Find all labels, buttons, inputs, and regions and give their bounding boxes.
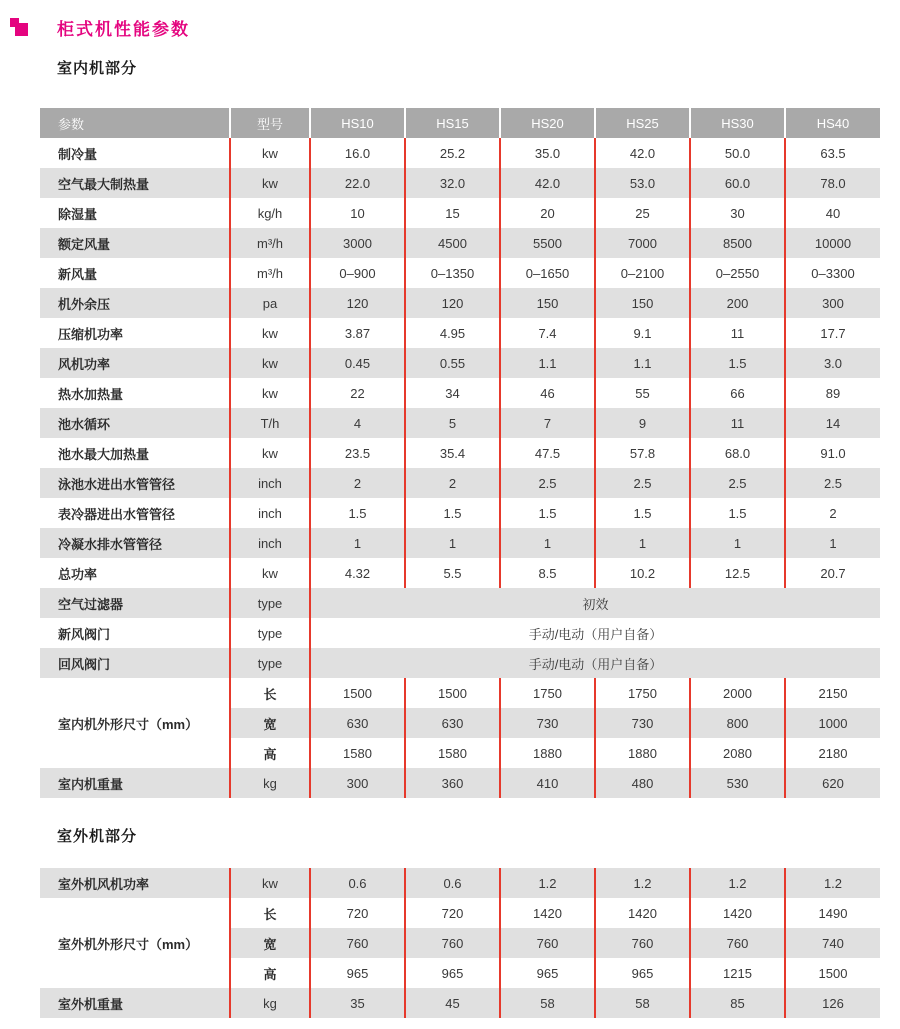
row-label: 风机功率 (40, 348, 230, 378)
value-cell: 1500 (785, 958, 880, 988)
column-header: HS40 (785, 108, 880, 138)
value-cell: 35.4 (405, 438, 500, 468)
table-row (40, 138, 880, 168)
value-cell: 7 (500, 408, 595, 438)
value-cell: 630 (310, 708, 405, 738)
unit-cell: 长 (230, 898, 310, 928)
value-cell: 40 (785, 198, 880, 228)
value-cell: 78.0 (785, 168, 880, 198)
row-label: 室外机外形尺寸（mm） (40, 898, 230, 988)
value-cell: 8.5 (500, 558, 595, 588)
row-label: 额定风量 (40, 228, 230, 258)
value-cell: 42.0 (595, 138, 690, 168)
value-cell: 34 (405, 378, 500, 408)
value-cell: 5500 (500, 228, 595, 258)
row-label: 回风阀门 (40, 648, 230, 678)
table-row (40, 348, 880, 378)
table-row (40, 438, 880, 468)
value-cell: 45 (405, 988, 500, 1018)
unit-cell: kw (230, 378, 310, 408)
value-cell: 23.5 (310, 438, 405, 468)
value-cell: 1880 (595, 738, 690, 768)
value-cell: 1 (690, 528, 785, 558)
value-cell: 2.5 (595, 468, 690, 498)
value-cell: 730 (500, 708, 595, 738)
table-row (40, 558, 880, 588)
value-cell: 760 (595, 928, 690, 958)
value-cell: 2000 (690, 678, 785, 708)
unit-cell: kw (230, 868, 310, 898)
value-cell: 0–2550 (690, 258, 785, 288)
value-cell: 30 (690, 198, 785, 228)
value-cell: 1500 (310, 678, 405, 708)
table-row (40, 498, 880, 528)
table-row (40, 678, 880, 708)
value-cell: 530 (690, 768, 785, 798)
value-cell: 35 (310, 988, 405, 1018)
value-cell: 760 (690, 928, 785, 958)
indoor-spec-table (40, 108, 880, 798)
value-cell: 1880 (500, 738, 595, 768)
outdoor-spec-table (40, 868, 880, 1018)
column-header: 参数 (40, 108, 230, 138)
marker-square-large (15, 23, 28, 36)
value-cell: 300 (785, 288, 880, 318)
value-cell: 1.2 (690, 868, 785, 898)
value-cell: 35.0 (500, 138, 595, 168)
value-cell: 0–1650 (500, 258, 595, 288)
value-cell: 3.0 (785, 348, 880, 378)
value-cell: 1420 (595, 898, 690, 928)
row-label: 室外机风机功率 (40, 868, 230, 898)
row-label: 池水循环 (40, 408, 230, 438)
row-label: 室外机重量 (40, 988, 230, 1018)
unit-cell: type (230, 648, 310, 678)
value-cell: 630 (405, 708, 500, 738)
value-cell: 2 (405, 468, 500, 498)
value-cell: 2150 (785, 678, 880, 708)
value-cell: 1 (500, 528, 595, 558)
value-cell: 2080 (690, 738, 785, 768)
value-cell: 14 (785, 408, 880, 438)
value-cell: 965 (405, 958, 500, 988)
row-label: 新风阀门 (40, 618, 230, 648)
table-row (40, 988, 880, 1018)
row-label: 总功率 (40, 558, 230, 588)
row-label: 压缩机功率 (40, 318, 230, 348)
value-cell: 1.5 (405, 498, 500, 528)
table-row (40, 898, 880, 928)
value-cell: 1000 (785, 708, 880, 738)
value-cell: 10.2 (595, 558, 690, 588)
unit-cell: kg/h (230, 198, 310, 228)
section-marker-icon (10, 18, 30, 38)
unit-cell: inch (230, 468, 310, 498)
unit-cell: m³/h (230, 228, 310, 258)
value-cell: 1 (405, 528, 500, 558)
value-cell: 9 (595, 408, 690, 438)
unit-cell: pa (230, 288, 310, 318)
value-cell: 0.55 (405, 348, 500, 378)
value-cell: 2 (785, 498, 880, 528)
value-cell: 20 (500, 198, 595, 228)
unit-cell: kw (230, 348, 310, 378)
value-cell: 1750 (500, 678, 595, 708)
value-cell: 50.0 (690, 138, 785, 168)
value-cell: 60.0 (690, 168, 785, 198)
merged-value-cell: 手动/电动（用户自备） (310, 648, 880, 678)
column-header: HS20 (500, 108, 595, 138)
value-cell: 1750 (595, 678, 690, 708)
merged-value-cell: 初效 (310, 588, 880, 618)
value-cell: 53.0 (595, 168, 690, 198)
value-cell: 91.0 (785, 438, 880, 468)
value-cell: 1.1 (595, 348, 690, 378)
unit-cell: 高 (230, 738, 310, 768)
row-label: 泳池水进出水管管径 (40, 468, 230, 498)
unit-cell: 宽 (230, 928, 310, 958)
value-cell: 20.7 (785, 558, 880, 588)
value-cell: 1490 (785, 898, 880, 928)
row-label: 表冷器进出水管管径 (40, 498, 230, 528)
row-label: 空气最大制热量 (40, 168, 230, 198)
value-cell: 150 (500, 288, 595, 318)
value-cell: 0–1350 (405, 258, 500, 288)
value-cell: 1.2 (595, 868, 690, 898)
value-cell: 47.5 (500, 438, 595, 468)
value-cell: 120 (310, 288, 405, 318)
value-cell: 0.6 (405, 868, 500, 898)
unit-cell: 高 (230, 958, 310, 988)
table-row (40, 618, 880, 648)
merged-value-cell: 手动/电动（用户自备） (310, 618, 880, 648)
row-label: 池水最大加热量 (40, 438, 230, 468)
value-cell: 800 (690, 708, 785, 738)
row-label: 冷凝水排水管管径 (40, 528, 230, 558)
value-cell: 25 (595, 198, 690, 228)
table-row (40, 468, 880, 498)
value-cell: 5.5 (405, 558, 500, 588)
value-cell: 1500 (405, 678, 500, 708)
unit-cell: kw (230, 168, 310, 198)
table-row (40, 378, 880, 408)
value-cell: 0–2100 (595, 258, 690, 288)
value-cell: 1.1 (500, 348, 595, 378)
value-cell: 1 (595, 528, 690, 558)
table-row (40, 768, 880, 798)
value-cell: 1 (310, 528, 405, 558)
column-header: HS15 (405, 108, 500, 138)
value-cell: 11 (690, 318, 785, 348)
value-cell: 22 (310, 378, 405, 408)
table-row (40, 408, 880, 438)
value-cell: 1.5 (595, 498, 690, 528)
value-cell: 85 (690, 988, 785, 1018)
value-cell: 965 (595, 958, 690, 988)
table-row (40, 528, 880, 558)
value-cell: 4500 (405, 228, 500, 258)
value-cell: 7.4 (500, 318, 595, 348)
unit-cell: m³/h (230, 258, 310, 288)
column-header: 型号 (230, 108, 310, 138)
value-cell: 620 (785, 768, 880, 798)
value-cell: 5 (405, 408, 500, 438)
value-cell: 7000 (595, 228, 690, 258)
value-cell: 150 (595, 288, 690, 318)
unit-cell: kw (230, 558, 310, 588)
value-cell: 22.0 (310, 168, 405, 198)
table-row (40, 588, 880, 618)
value-cell: 2.5 (690, 468, 785, 498)
value-cell: 89 (785, 378, 880, 408)
value-cell: 8500 (690, 228, 785, 258)
value-cell: 3000 (310, 228, 405, 258)
value-cell: 1.5 (690, 498, 785, 528)
value-cell: 2.5 (500, 468, 595, 498)
table-row (40, 288, 880, 318)
value-cell: 9.1 (595, 318, 690, 348)
value-cell: 32.0 (405, 168, 500, 198)
row-label: 热水加热量 (40, 378, 230, 408)
value-cell: 126 (785, 988, 880, 1018)
value-cell: 0–3300 (785, 258, 880, 288)
value-cell: 1580 (310, 738, 405, 768)
unit-cell: kw (230, 438, 310, 468)
value-cell: 25.2 (405, 138, 500, 168)
value-cell: 15 (405, 198, 500, 228)
value-cell: 1580 (405, 738, 500, 768)
table-row (40, 648, 880, 678)
table-row (40, 228, 880, 258)
indoor-section-heading: 室内机部分 (57, 60, 138, 77)
value-cell: 730 (595, 708, 690, 738)
value-cell: 1.5 (310, 498, 405, 528)
table-row (40, 168, 880, 198)
unit-cell: T/h (230, 408, 310, 438)
value-cell: 965 (310, 958, 405, 988)
value-cell: 11 (690, 408, 785, 438)
unit-cell: 长 (230, 678, 310, 708)
value-cell: 55 (595, 378, 690, 408)
unit-cell: kw (230, 138, 310, 168)
unit-cell: kg (230, 768, 310, 798)
value-cell: 2.5 (785, 468, 880, 498)
table-row (40, 258, 880, 288)
value-cell: 720 (405, 898, 500, 928)
header-row (40, 108, 880, 138)
value-cell: 4 (310, 408, 405, 438)
value-cell: 58 (595, 988, 690, 1018)
unit-cell: type (230, 618, 310, 648)
value-cell: 10 (310, 198, 405, 228)
value-cell: 0.6 (310, 868, 405, 898)
table-row (40, 868, 880, 898)
value-cell: 360 (405, 768, 500, 798)
value-cell: 760 (500, 928, 595, 958)
value-cell: 57.8 (595, 438, 690, 468)
outdoor-section-heading: 室外机部分 (57, 828, 138, 845)
value-cell: 4.95 (405, 318, 500, 348)
unit-cell: kg (230, 988, 310, 1018)
value-cell: 0–900 (310, 258, 405, 288)
value-cell: 2 (310, 468, 405, 498)
column-header: HS25 (595, 108, 690, 138)
value-cell: 1420 (500, 898, 595, 928)
column-header: HS30 (690, 108, 785, 138)
value-cell: 480 (595, 768, 690, 798)
value-cell: 120 (405, 288, 500, 318)
unit-cell: inch (230, 528, 310, 558)
value-cell: 68.0 (690, 438, 785, 468)
row-label: 新风量 (40, 258, 230, 288)
unit-cell: kw (230, 318, 310, 348)
table-row (40, 198, 880, 228)
value-cell: 10000 (785, 228, 880, 258)
value-cell: 66 (690, 378, 785, 408)
value-cell: 46 (500, 378, 595, 408)
unit-cell: type (230, 588, 310, 618)
value-cell: 58 (500, 988, 595, 1018)
row-label: 除湿量 (40, 198, 230, 228)
value-cell: 12.5 (690, 558, 785, 588)
value-cell: 42.0 (500, 168, 595, 198)
value-cell: 965 (500, 958, 595, 988)
row-label: 空气过滤器 (40, 588, 230, 618)
row-label: 室内机外形尺寸（mm） (40, 678, 230, 768)
value-cell: 1.5 (500, 498, 595, 528)
value-cell: 1 (785, 528, 880, 558)
row-label: 室内机重量 (40, 768, 230, 798)
row-label: 制冷量 (40, 138, 230, 168)
value-cell: 1420 (690, 898, 785, 928)
value-cell: 720 (310, 898, 405, 928)
value-cell: 1.2 (785, 868, 880, 898)
value-cell: 4.32 (310, 558, 405, 588)
value-cell: 1215 (690, 958, 785, 988)
value-cell: 0.45 (310, 348, 405, 378)
value-cell: 16.0 (310, 138, 405, 168)
value-cell: 17.7 (785, 318, 880, 348)
value-cell: 3.87 (310, 318, 405, 348)
page-title: 柜式机性能参数 (57, 20, 190, 39)
value-cell: 300 (310, 768, 405, 798)
column-header: HS10 (310, 108, 405, 138)
unit-cell: 宽 (230, 708, 310, 738)
value-cell: 410 (500, 768, 595, 798)
value-cell: 1.2 (500, 868, 595, 898)
value-cell: 2180 (785, 738, 880, 768)
value-cell: 740 (785, 928, 880, 958)
title-bar (0, 0, 900, 42)
value-cell: 63.5 (785, 138, 880, 168)
value-cell: 760 (405, 928, 500, 958)
unit-cell: inch (230, 498, 310, 528)
row-label: 机外余压 (40, 288, 230, 318)
value-cell: 200 (690, 288, 785, 318)
value-cell: 760 (310, 928, 405, 958)
table-row (40, 318, 880, 348)
value-cell: 1.5 (690, 348, 785, 378)
